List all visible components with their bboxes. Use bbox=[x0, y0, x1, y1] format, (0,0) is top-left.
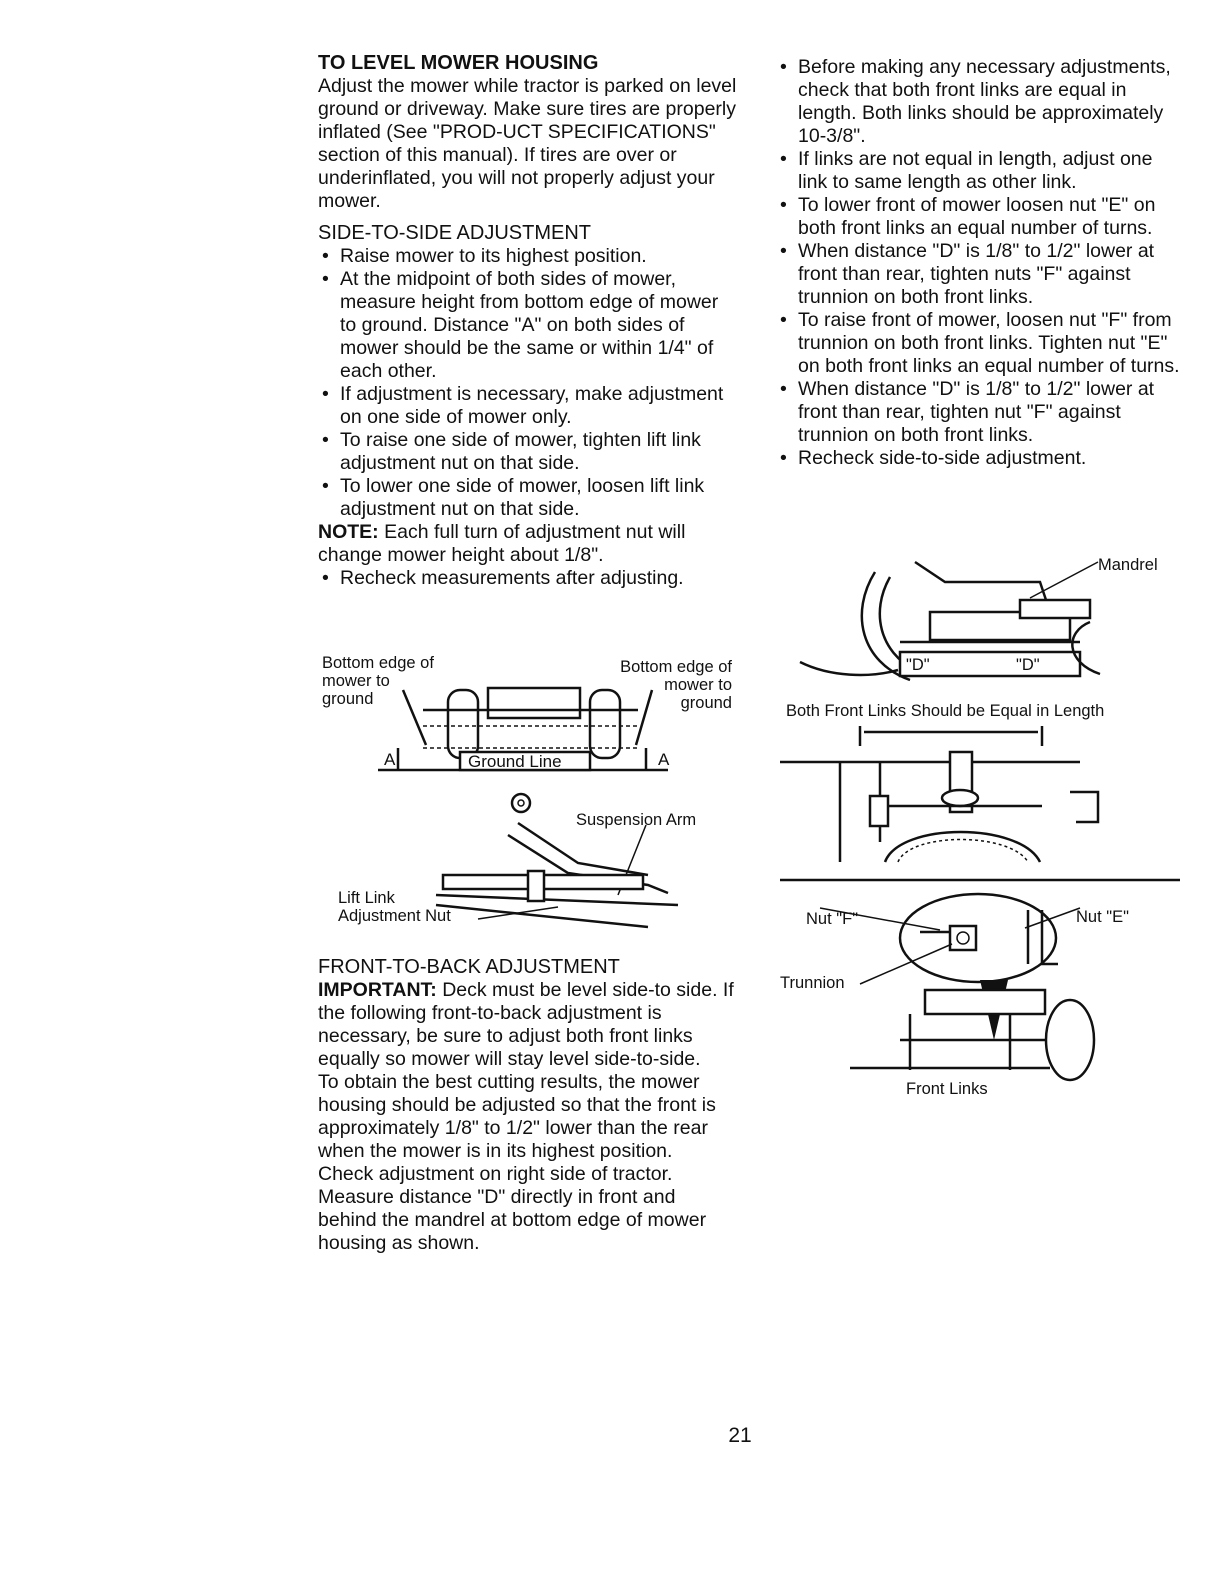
note-text: Each full turn of adjustment nut will change mower height about 1/8". bbox=[318, 521, 686, 566]
distance-d-rear: "D" bbox=[1016, 656, 1040, 674]
list-item: • When distance "D" is 1/8" to 1/2" lower at front than rear, tighten nut "F" against trunnion on both front links. bbox=[776, 378, 1186, 447]
list-item: • To raise one side of mower, tighten lift link adjustment nut on that side. bbox=[318, 429, 738, 475]
best-results-paragraph: To obtain the best cutting results, the mower housing should be adjusted so that the front is approximately 1/8" to 1/2" lower than the rear when the mower is in its highest position. bbox=[318, 1071, 716, 1162]
important-paragraph bbox=[318, 979, 738, 1071]
figure-nuts-trunnion bbox=[780, 890, 1180, 1110]
note-label: NOTE: bbox=[318, 521, 379, 543]
check-adjustment-paragraph: Check adjustment on right side of tractor. Measure distance "D" directly in front and behind the mandrel at bottom edge of mower housing as shown. bbox=[318, 1163, 707, 1254]
ground-line-label: Ground Line bbox=[468, 752, 562, 771]
list-item: • To raise front of mower, loosen nut "F" from trunnion on both front links. Tighten nut "E" on both front links an equal number of turns. bbox=[776, 309, 1186, 378]
side-to-side-heading: SIDE-TO-SIDE ADJUSTMENT bbox=[318, 222, 591, 244]
list-item: • Before making any necessary adjustments, check that both front links are equal in length. Both links should be approximately 10-3/8". bbox=[776, 56, 1186, 148]
recheck-list bbox=[318, 567, 738, 590]
page-number: 21 bbox=[728, 1424, 752, 1447]
trunnion-label: Trunnion bbox=[780, 974, 845, 992]
front-to-back-list bbox=[776, 56, 1186, 470]
note-paragraph bbox=[318, 521, 738, 567]
distance-a-right: A bbox=[658, 750, 670, 769]
left-column-lower bbox=[318, 955, 738, 1255]
important-text: Deck must be level side-to side. If the following front-to-back adjustment is necessary, be sure to adjust both front links equally so mower will stay level side-to-side. bbox=[318, 979, 734, 1070]
nut-f-label: Nut "F" bbox=[806, 910, 859, 928]
nut-e-label: Nut "E" bbox=[1076, 908, 1129, 926]
lift-link-nut-label: Lift Link Adjustment Nut bbox=[338, 889, 451, 925]
figure-label-left: Bottom edge of mower to ground bbox=[322, 654, 434, 708]
right-column bbox=[776, 56, 1186, 470]
list-item: • When distance "D" is 1/8" to 1/2" lower at front than rear, tighten nuts "F" against trunnion on both front links. bbox=[776, 240, 1186, 309]
list-item: • To lower front of mower loosen nut "E" on both front links an equal number of turns. bbox=[776, 194, 1186, 240]
distance-a-left: A bbox=[384, 750, 396, 769]
suspension-arm-label: Suspension Arm bbox=[576, 811, 697, 829]
list-item: • If adjustment is necessary, make adjustment on one side of mower only. bbox=[318, 383, 738, 429]
distance-d-front: "D" bbox=[906, 656, 930, 674]
front-links-drawing bbox=[780, 722, 1180, 882]
front-links-label: Front Links bbox=[906, 1080, 988, 1098]
intro-paragraph: Adjust the mower while tractor is parked on level ground or driveway. Make sure tires are properly inflated (See "PROD-UCT SPECIFICATIONS" section of this manual). If tires are over or underinflated, you will not properly adjust your mower. bbox=[318, 75, 737, 212]
figure-mandrel bbox=[780, 552, 1180, 692]
important-label: IMPORTANT: bbox=[318, 979, 437, 1001]
front-to-back-heading: FRONT-TO-BACK ADJUSTMENT bbox=[318, 956, 620, 978]
figure-suspension-arm bbox=[318, 785, 738, 935]
list-item: • At the midpoint of both sides of mower, measure height from bottom edge of mower to ground. Distance "A" on both sides of mower should be the same or within 1/4" of each other. bbox=[318, 268, 738, 383]
list-item: • Recheck side-to-side adjustment. bbox=[776, 447, 1186, 470]
section-title: TO LEVEL MOWER HOUSING bbox=[318, 52, 599, 74]
mandrel-label: Mandrel bbox=[1098, 556, 1158, 574]
figure-label-right: Bottom edge of mower to ground bbox=[620, 658, 732, 712]
front-links-caption: Both Front Links Should be Equal in Length bbox=[786, 702, 1105, 720]
list-item: • To lower one side of mower, loosen lift link adjustment nut on that side. bbox=[318, 475, 738, 521]
list-item: • Raise mower to its highest position. bbox=[318, 245, 738, 268]
figure-front-links-length bbox=[780, 722, 1180, 882]
list-item: • Recheck measurements after adjusting. bbox=[318, 567, 738, 590]
list-item: • If links are not equal in length, adjust one link to same length as other link. bbox=[776, 148, 1186, 194]
left-column bbox=[318, 52, 738, 590]
figure-distance-a bbox=[318, 650, 738, 780]
side-to-side-list bbox=[318, 245, 738, 521]
